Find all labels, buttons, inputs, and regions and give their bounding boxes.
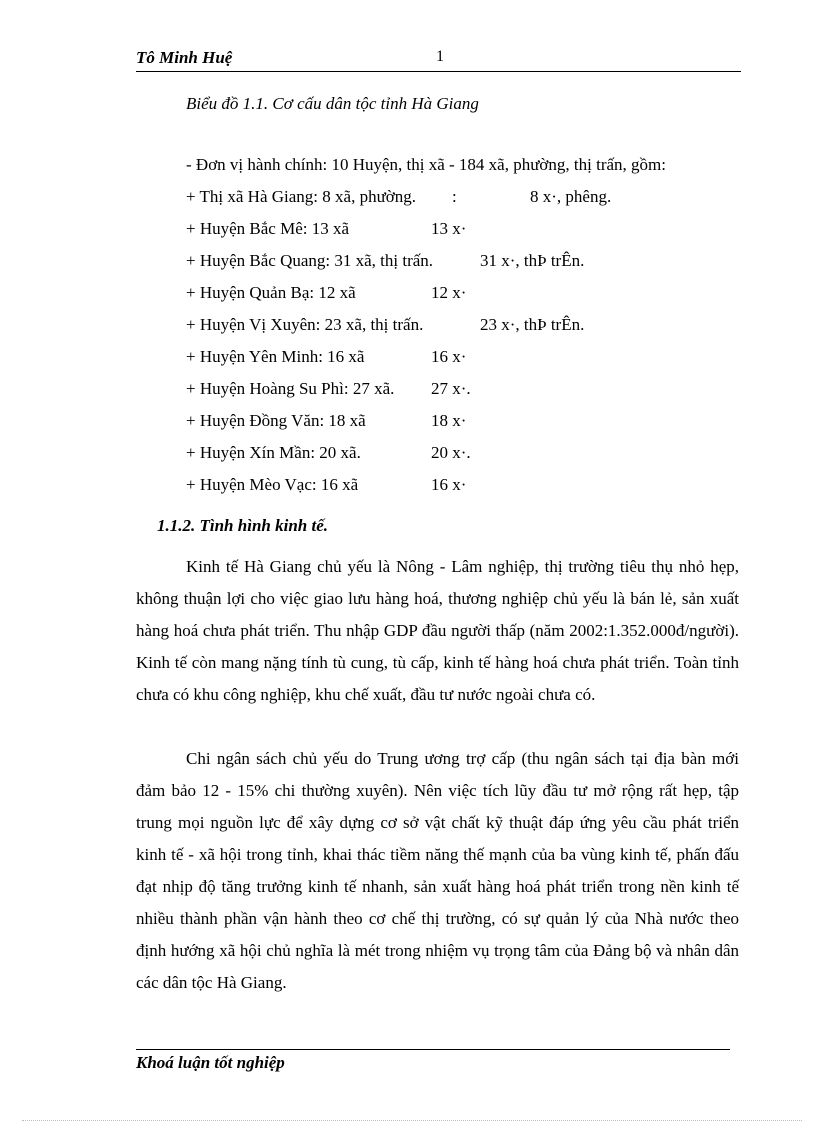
- unit-name: + Huyện Đồng Văn: 18 xã: [186, 411, 366, 430]
- unit-garbled: 13 x·: [431, 219, 467, 238]
- header-divider: [136, 71, 741, 72]
- unit-name: + Huyện Bắc Quang: 31 xã, thị trấn.: [186, 251, 434, 270]
- unit-garbled: 12 x·: [431, 283, 467, 302]
- unit-name: + Thị xã Hà Giang: 8 xã, phường.: [186, 187, 417, 206]
- section-heading: 1.1.2. Tình hình kinh tế.: [157, 516, 329, 535]
- unit-garbled: 16 x·: [431, 347, 467, 366]
- footer-divider: [136, 1049, 730, 1050]
- unit-name: + Huyện Quản Bạ: 12 xã: [186, 283, 356, 302]
- unit-name: + Huyện Bắc Mê: 13 xã: [186, 219, 350, 238]
- chart-caption: Biểu đồ 1.1. Cơ cấu dân tộc tỉnh Hà Giang: [186, 94, 479, 113]
- header-author: Tô Minh Huệ: [136, 48, 233, 67]
- unit-garbled: 18 x·: [431, 411, 467, 430]
- unit-garbled: 16 x·: [431, 475, 467, 494]
- footer-text: Khoá luận tốt nghiệp: [136, 1053, 285, 1072]
- unit-garbled: 20 x·.: [431, 443, 471, 462]
- page-number: 1: [436, 48, 444, 65]
- unit-garbled: 27 x·.: [431, 379, 471, 398]
- unit-name: + Huyện Hoàng Su Phì: 27 xã.: [186, 379, 395, 398]
- unit-name: + Huyện Vị Xuyên: 23 xã, thị trấn.: [186, 315, 424, 334]
- admin-intro: - Đơn vị hành chính: 10 Huyện, thị xã - 184 xã, phường, thị trấn, gồm:: [186, 155, 666, 174]
- paragraph: Chi ngân sách chủ yếu do Trung ương trợ cấp (thu ngân sách tại địa bàn mới đảm bảo 12 - 15% chi thường xuyên). Nên việc tích lũy đầu tư mở rộng rất hẹp, tập trung mọi nguồn lực để xây dựng cơ sở vật chất kỹ thuật đáp ứng yêu cầu phát triển kinh tế - xã hội trong tỉnh, khai thác tiềm năng thế mạnh của ba vùng kinh tế, phấn đấu đạt nhịp độ tăng trưởng kinh tế nhanh, sản xuất hàng hoá phát triển trong nền kinh tế nhiều thành phần vận hành theo cơ chế thị trường, có sự quản lý của Nhà nước theo định hướng xã hội chủ nghĩa là mét trong nhiệm vụ trọng tâm của Đảng bộ và nhân dân các dân tộc Hà Giang.: [136, 749, 739, 992]
- unit-separator: :: [452, 187, 457, 206]
- unit-name: + Huyện Yên Minh: 16 xã: [186, 347, 365, 366]
- page-edge: [22, 1120, 802, 1121]
- unit-name: + Huyện Mèo Vạc: 16 xã: [186, 475, 359, 494]
- unit-garbled: 23 x·, thÞ trÊn.: [480, 315, 585, 334]
- paragraph: Kinh tế Hà Giang chủ yếu là Nông - Lâm nghiệp, thị trường tiêu thụ nhỏ hẹp, không thuận lợi cho việc giao lưu hàng hoá, thương nghiệp chủ yếu là bán lẻ, sản xuất hàng hoá chưa phát triển. Thu nhập GDP đầu người thấp (năm 2002:1.352.000đ/người). Kinh tế còn mang nặng tính tù cung, tù cấp, kinh tế hàng hoá chưa phát triển. Toàn tỉnh chưa có khu công nghiệp, khu chế xuất, đầu tư nước ngoài chưa có.: [136, 557, 739, 704]
- unit-name: + Huyện Xín Mần: 20 xã.: [186, 443, 361, 462]
- unit-garbled: 8 x·, phêng.: [530, 187, 612, 206]
- unit-garbled: 31 x·, thÞ trÊn.: [480, 251, 585, 270]
